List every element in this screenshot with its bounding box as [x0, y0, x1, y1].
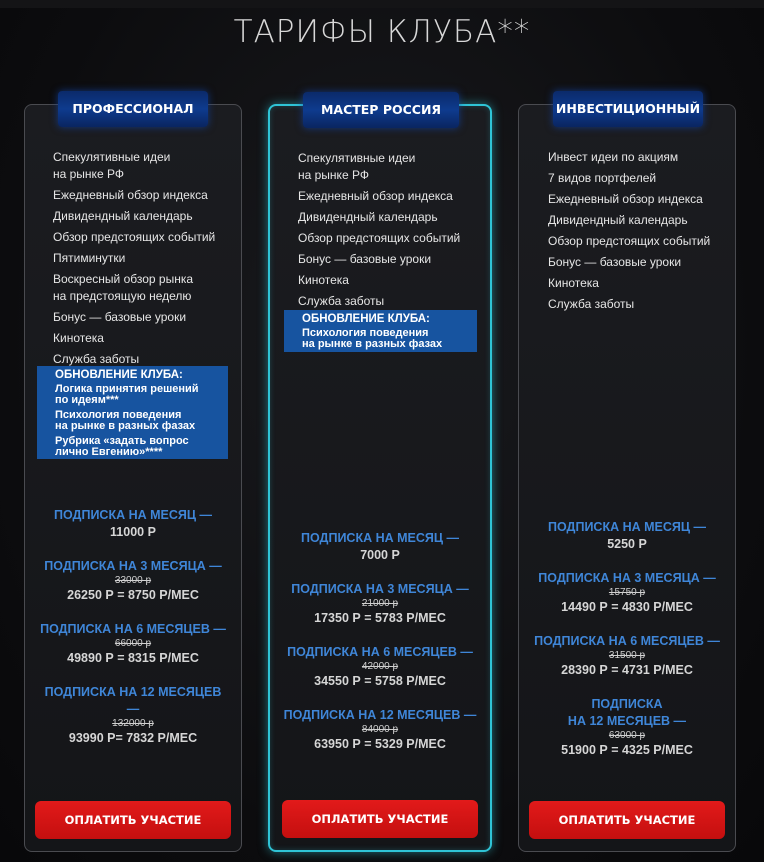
price-title: ПОДПИСКА НА 3 МЕСЯЦА — — [291, 582, 469, 596]
price-list — [519, 519, 735, 776]
price-option-1m — [270, 530, 490, 564]
feature-item: Дивидендный календарь — [298, 210, 438, 224]
price-title: ПОДПИСКА НА МЕСЯЦ — — [54, 508, 212, 522]
price-old: 84000 р — [361, 724, 399, 735]
price-option-12m — [270, 707, 490, 753]
club-update-heading: ОБНОВЛЕНИЕ КЛУБА: — [302, 313, 430, 325]
price-value: 34550 Р = 5758 Р/МЕС — [314, 674, 446, 688]
price-value: 28390 Р = 4731 Р/МЕС — [561, 663, 693, 677]
price-title: ПОДПИСКА НА 3 МЕСЯЦА — — [44, 559, 222, 573]
pay-button[interactable]: ОПЛАТИТЬ УЧАСТИЕ — [282, 800, 478, 838]
feature-item: Кинотека — [53, 331, 104, 345]
price-option-3m — [270, 581, 490, 627]
price-list — [270, 530, 490, 770]
feature-item: Дивидендный календарь — [53, 209, 193, 223]
feature-item: Обзор предстоящих событий — [53, 230, 216, 244]
pay-button[interactable]: ОПЛАТИТЬ УЧАСТИЕ — [529, 801, 725, 839]
feature-item: Служба заботы — [548, 297, 635, 311]
price-old: 42000 р — [361, 661, 399, 672]
feature-list — [53, 149, 215, 372]
plan-name-badge: ПРОФЕССИОНАЛ — [58, 91, 208, 127]
feature-item: Бонус — базовые уроки — [298, 252, 432, 266]
feature-item: Ежедневный обзор индекса — [53, 188, 208, 202]
price-value: 17350 Р = 5783 Р/МЕС — [314, 611, 446, 625]
price-option-1m — [519, 519, 735, 553]
price-title: ПОДПИСКА НА МЕСЯЦ — — [301, 531, 459, 545]
feature-item: Бонус — базовые уроки — [548, 255, 682, 269]
price-title: ПОДПИСКА НА 3 МЕСЯЦА — — [538, 571, 716, 585]
price-title: ПОДПИСКА НА 6 МЕСЯЦЕВ — — [40, 622, 226, 636]
price-option-6m — [25, 621, 241, 667]
club-update-item: Психология поведения на рынке в разных фазах — [302, 327, 443, 350]
price-title: ПОДПИСКА НА МЕСЯЦ — — [548, 520, 706, 534]
feature-item: Служба заботы — [298, 294, 385, 308]
price-option-6m — [519, 633, 735, 679]
price-title: ПОДПИСКА НА 6 МЕСЯЦЕВ — — [534, 634, 720, 648]
top-strip — [0, 0, 764, 8]
club-update-box — [37, 366, 228, 459]
plan-name-badge: МАСТЕР РОССИЯ — [303, 92, 459, 128]
price-value: 14490 Р = 4830 Р/МЕС — [561, 600, 693, 614]
plan-card-professional — [24, 101, 242, 852]
feature-item: 7 видов портфелей — [548, 171, 657, 185]
price-title: ПОДПИСКА НА 12 МЕСЯЦЕВ — — [283, 708, 477, 722]
price-old: 63000 р — [608, 730, 646, 741]
feature-item: Обзор предстоящих событий — [548, 234, 711, 248]
price-list — [25, 507, 241, 764]
club-update-box — [284, 310, 477, 352]
price-old: 15750 р — [608, 587, 646, 598]
price-option-3m — [519, 570, 735, 616]
feature-item: Ежедневный обзор индекса — [548, 192, 703, 206]
feature-item: Спекулятивные идеи на рынке РФ — [298, 151, 416, 182]
page-title: ТАРИФЫ КЛУБА** — [233, 14, 531, 50]
feature-item: Дивидендный календарь — [548, 213, 688, 227]
price-option-1m — [25, 507, 241, 541]
feature-item: Бонус — базовые уроки — [53, 310, 187, 324]
feature-item: Ежедневный обзор индекса — [298, 189, 453, 203]
price-option-12m — [25, 684, 241, 747]
price-old: 66000 р — [114, 638, 152, 649]
club-update-item: Логика принятия решений по идеям*** — [55, 383, 199, 406]
price-old: 132000 р — [112, 718, 154, 729]
price-old: 21000 р — [361, 598, 399, 609]
price-title: ПОДПИСКА НА 12 МЕСЯЦЕВ — — [567, 697, 687, 728]
club-update-item: Психология поведения на рынке в разных фазах — [55, 409, 196, 432]
feature-item: Кинотека — [298, 273, 349, 287]
price-value: 51900 Р = 4325 Р/МЕС — [561, 743, 693, 757]
price-title: ПОДПИСКА НА 6 МЕСЯЦЕВ — — [287, 645, 473, 659]
feature-list — [548, 149, 710, 317]
feature-item: Инвест идеи по акциям — [548, 150, 679, 164]
price-value: 5250 Р — [607, 537, 647, 551]
feature-list — [298, 150, 460, 314]
price-value: 7000 Р — [360, 548, 400, 562]
plan-name-badge: ИНВЕСТИЦИОННЫЙ — [553, 91, 703, 127]
price-old: 31500 р — [608, 650, 646, 661]
price-value: 49890 Р = 8315 Р/МЕС — [67, 651, 199, 665]
club-update-heading: ОБНОВЛЕНИЕ КЛУБА: — [55, 369, 183, 381]
pay-button[interactable]: ОПЛАТИТЬ УЧАСТИЕ — [35, 801, 231, 839]
price-value: 26250 Р = 8750 Р/МЕС — [67, 588, 199, 602]
price-option-12m — [519, 696, 735, 759]
price-old: 33000 р — [114, 575, 152, 586]
feature-item: Спекулятивные идеи на рынке РФ — [53, 150, 171, 181]
feature-item: Обзор предстоящих событий — [298, 231, 461, 245]
feature-item: Воскресный обзор рынка на предстоящую неделю — [53, 272, 194, 303]
price-title: ПОДПИСКА НА 12 МЕСЯЦЕВ — — [44, 685, 222, 716]
price-value: 63950 Р = 5329 Р/МЕС — [314, 737, 446, 751]
plan-card-master-russia — [268, 104, 492, 852]
feature-item: Пятиминутки — [53, 251, 126, 265]
club-update-item: Рубрика «задать вопрос лично Евгению»**** — [55, 435, 189, 458]
price-option-6m — [270, 644, 490, 690]
price-option-3m — [25, 558, 241, 604]
price-value: 93990 Р= 7832 Р/МЕС — [68, 731, 198, 745]
price-value: 11000 Р — [110, 525, 156, 539]
feature-item: Служба заботы — [53, 352, 140, 366]
feature-item: Кинотека — [548, 276, 599, 290]
plan-card-investment — [518, 101, 736, 852]
